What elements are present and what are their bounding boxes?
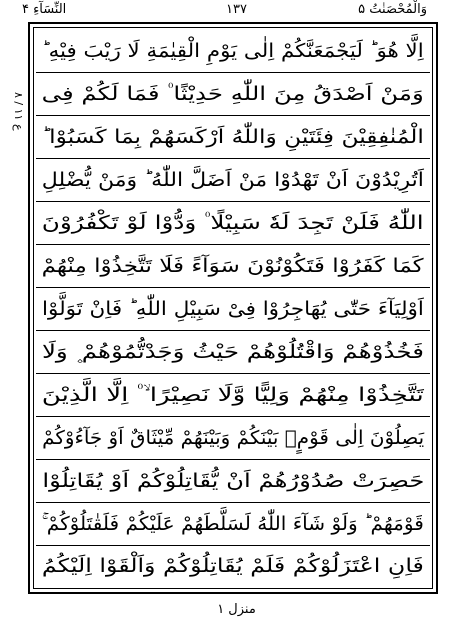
juz-header: وَالْمُحْصَنٰتُ ۵ <box>358 2 427 17</box>
text-line-5: اللّٰهُ فَلَنْ تَجِدَ لَهٗ سَبِيْلًا ۠ وَدُّوْا لَوْ تَكْفُرُوْنَ <box>36 202 430 245</box>
text-line-3: الْمُنٰفِقِيْنَ فِئَتَيْنِ وَاللّٰهُ اَرْكَسَهُمْ بِمَا كَسَبُوْا ؕ <box>36 116 430 159</box>
text-line-7: اَوْلِيَآءَ حَتّٰى يُهَاجِرُوْا فِىْ سَبِيْلِ اللّٰهِ ؕ فَاِنْ تَوَلَّوْا <box>36 288 430 331</box>
text-line-8: فَخُذُوْهُمْ وَاقْتُلُوْهُمْ حَيْثُ وَجَدْتُّمُوْهُمْ ۪ وَلَا <box>36 331 430 374</box>
text-line-9: تَتَّخِذُوْا مِنْهُمْ وَلِيًّا وَّلَا نَصِيْرًا ۙ ۠ اِلَّا الَّذِيْنَ <box>36 374 430 417</box>
quran-text-block <box>36 30 430 586</box>
page-number: ١٣٧ <box>226 2 247 17</box>
text-line-4: اَتُرِيْدُوْنَ اَنْ تَهْدُوْا مَنْ اَضَلَّ اللّٰهُ ؕ وَمَنْ يُّضْلِلِ <box>36 159 430 202</box>
surah-header: النِّسَآءِ ۴ <box>22 2 67 17</box>
ruku-marker: ع ۱۱ / ۸ <box>12 92 25 131</box>
manzil-footer: منزل ۱ <box>217 602 256 617</box>
text-line-2: وَمَنْ اَصْدَقُ مِنَ اللّٰهِ حَدِيْثًا ۠ فَمَا لَكُمْ فِى <box>36 73 430 116</box>
text-line-12: قَوْمَهُمْ ؕ وَلَوْ شَآءَ اللّٰهُ لَسَلَّطَهُمْ عَلَيْكُمْ فَلَقٰتَلُوْكُمْ ۚ <box>36 503 430 546</box>
text-line-11: حَصِرَتْ صُدُوْرُهُمْ اَنْ يُّقَاتِلُوْكُمْ اَوْ يُقَاتِلُوْا <box>36 460 430 503</box>
text-line-10: يَصِلُوْنَ اِلٰى قَوْمٍۢ بَيْنَكُمْ وَبَيْنَهُمْ مِّيْثَاقٌ اَوْ جَآءُوْكُمْ <box>36 417 430 460</box>
text-line-1: اِلَّا هُوَ ؕ لَيَجْمَعَنَّكُمْ اِلٰى يَوْمِ الْقِيٰمَةِ لَا رَيْبَ فِيْهِ ؕ <box>36 30 430 73</box>
text-line-13: فَاِنِ اعْتَزَلُوْكُمْ فَلَمْ يُقَاتِلُوْكُمْ وَاَلْقَوْا اِلَيْكُمُ <box>42 555 424 577</box>
text-line-6: كَمَا كَفَرُوْا فَتَكُوْنُوْنَ سَوَآءً فَلَا تَتَّخِذُوْا مِنْهُمْ <box>36 245 430 288</box>
